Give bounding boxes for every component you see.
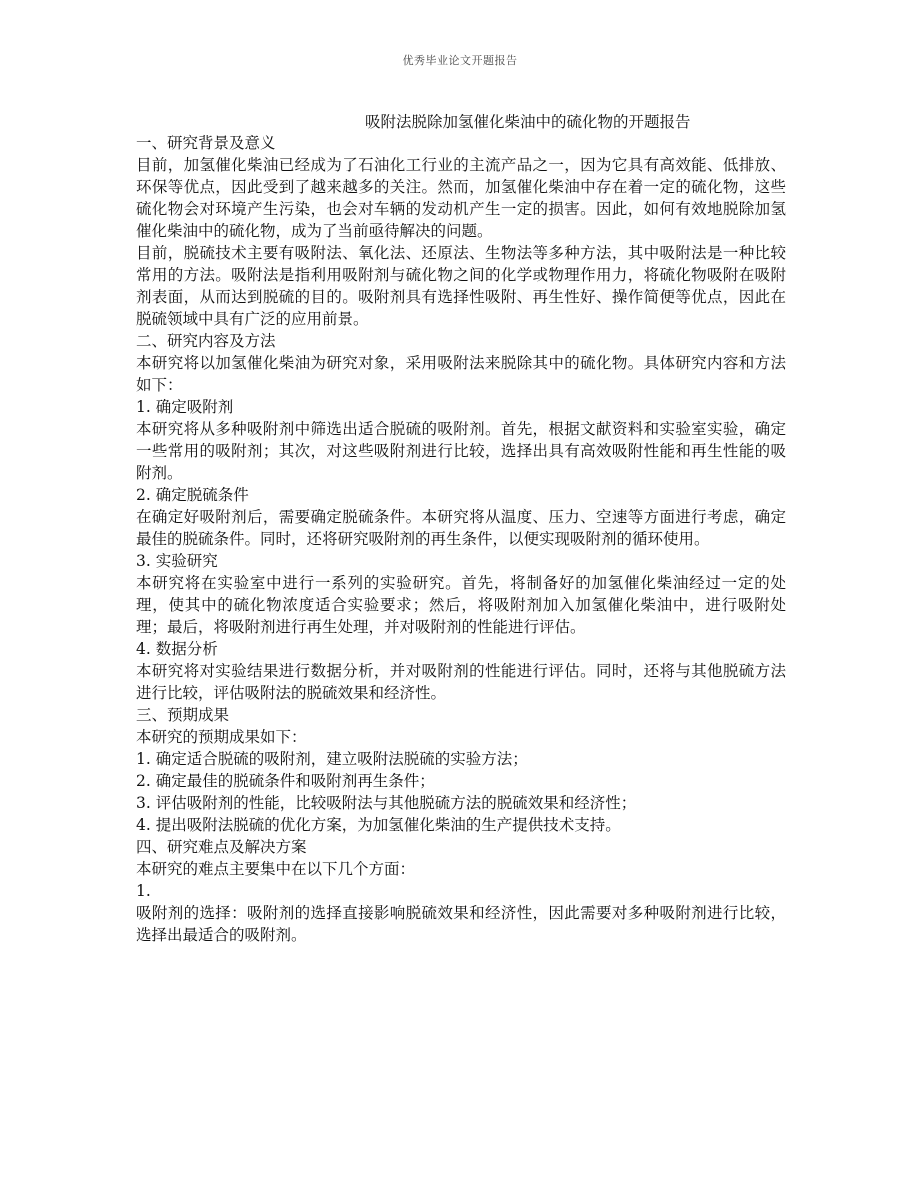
section-heading-difficulties: 四、研究难点及解决方案 bbox=[136, 838, 307, 856]
list-item-expected-1: 1. 确定适合脱硫的吸附剂，建立吸附法脱硫的实验方法； bbox=[136, 750, 528, 768]
section-heading-expected-results: 三、预期成果 bbox=[136, 706, 230, 724]
document-title: 吸附法脱除加氢催化柴油中的硫化物的开题报告 bbox=[365, 113, 691, 131]
paragraph-difficulty-1: 吸附剂的选择：吸附剂的选择直接影响脱硫效果和经济性，因此需要对多种吸附剂进行比较，选择出最适合的吸附剂。 bbox=[136, 904, 786, 944]
list-item-expected-3: 3. 评估吸附剂的性能，比较吸附法与其他脱硫方法的脱硫效果和经济性； bbox=[136, 794, 637, 812]
section-heading-background: 一、研究背景及意义 bbox=[136, 134, 276, 152]
paragraph-conditions: 在确定好吸附剂后，需要确定脱硫条件。本研究将从温度、压力、空速等方面进行考虑，确定最佳的脱硫条件。同时，还将研究吸附剂的再生条件，以便实现吸附剂的循环使用。 bbox=[136, 508, 786, 548]
list-item-expected-4: 4. 提出吸附法脱硫的优化方案，为加氢催化柴油的生产提供技术支持。 bbox=[136, 816, 621, 834]
paragraph-data-analysis: 本研究将对实验结果进行数据分析，并对吸附剂的性能进行评估。同时，还将与其他脱硫方法进行比较，评估吸附法的脱硫效果和经济性。 bbox=[136, 662, 786, 702]
paragraph-adsorbent: 本研究将从多种吸附剂中筛选出适合脱硫的吸附剂。首先，根据文献资料和实验室实验，确定一些常用的吸附剂；其次，对这些吸附剂进行比较，选择出具有高效吸附性能和再生性能的吸附剂。 bbox=[136, 420, 786, 482]
list-number-difficulty-1: 1. bbox=[136, 882, 151, 900]
subheading-adsorbent: 1. 确定吸附剂 bbox=[136, 398, 234, 416]
paragraph-background-2: 目前，脱硫技术主要有吸附法、氧化法、还原法、生物法等多种方法，其中吸附法是一种比较常用的方法。吸附法是指利用吸附剂与硫化物之间的化学或物理作用力，将硫化物吸附在吸附剂表面，从而达到脱硫的目的。吸附剂具有选择性吸附、再生性好、操作简便等优点，因此在脱硫领域中具有广泛的应用前景。 bbox=[136, 244, 786, 328]
paragraph-difficulties-intro: 本研究的难点主要集中在以下几个方面： bbox=[136, 860, 416, 878]
list-item-expected-2: 2. 确定最佳的脱硫条件和吸附剂再生条件； bbox=[136, 772, 435, 790]
running-header: 优秀毕业论文开题报告 bbox=[402, 54, 518, 67]
paragraph-expected-intro: 本研究的预期成果如下： bbox=[136, 728, 307, 746]
subheading-data-analysis: 4. 数据分析 bbox=[136, 640, 218, 658]
paragraph-experiment: 本研究将在实验室中进行一系列的实验研究。首先，将制备好的加氢催化柴油经过一定的处理，使其中的硫化物浓度适合实验要求；然后，将吸附剂加入加氢催化柴油中，进行吸附处理；最后，将吸附剂进行再生处理，并对吸附剂的性能进行评估。 bbox=[136, 574, 786, 636]
subheading-conditions: 2. 确定脱硫条件 bbox=[136, 486, 249, 504]
document-body bbox=[136, 132, 786, 946]
paragraph-background-1: 目前，加氢催化柴油已经成为了石油化工行业的主流产品之一，因为它具有高效能、低排放、环保等优点，因此受到了越来越多的关注。然而，加氢催化柴油中存在着一定的硫化物，这些硫化物会对环境产生污染，也会对车辆的发动机产生一定的损害。因此，如何有效地脱除加氢催化柴油中的硫化物，成为了当前亟待解决的问题。 bbox=[136, 156, 786, 240]
paragraph-content-intro: 本研究将以加氢催化柴油为研究对象，采用吸附法来脱除其中的硫化物。具体研究内容和方法如下： bbox=[136, 354, 786, 394]
subheading-experiment: 3. 实验研究 bbox=[136, 552, 218, 570]
section-heading-content-methods: 二、研究内容及方法 bbox=[136, 332, 276, 350]
